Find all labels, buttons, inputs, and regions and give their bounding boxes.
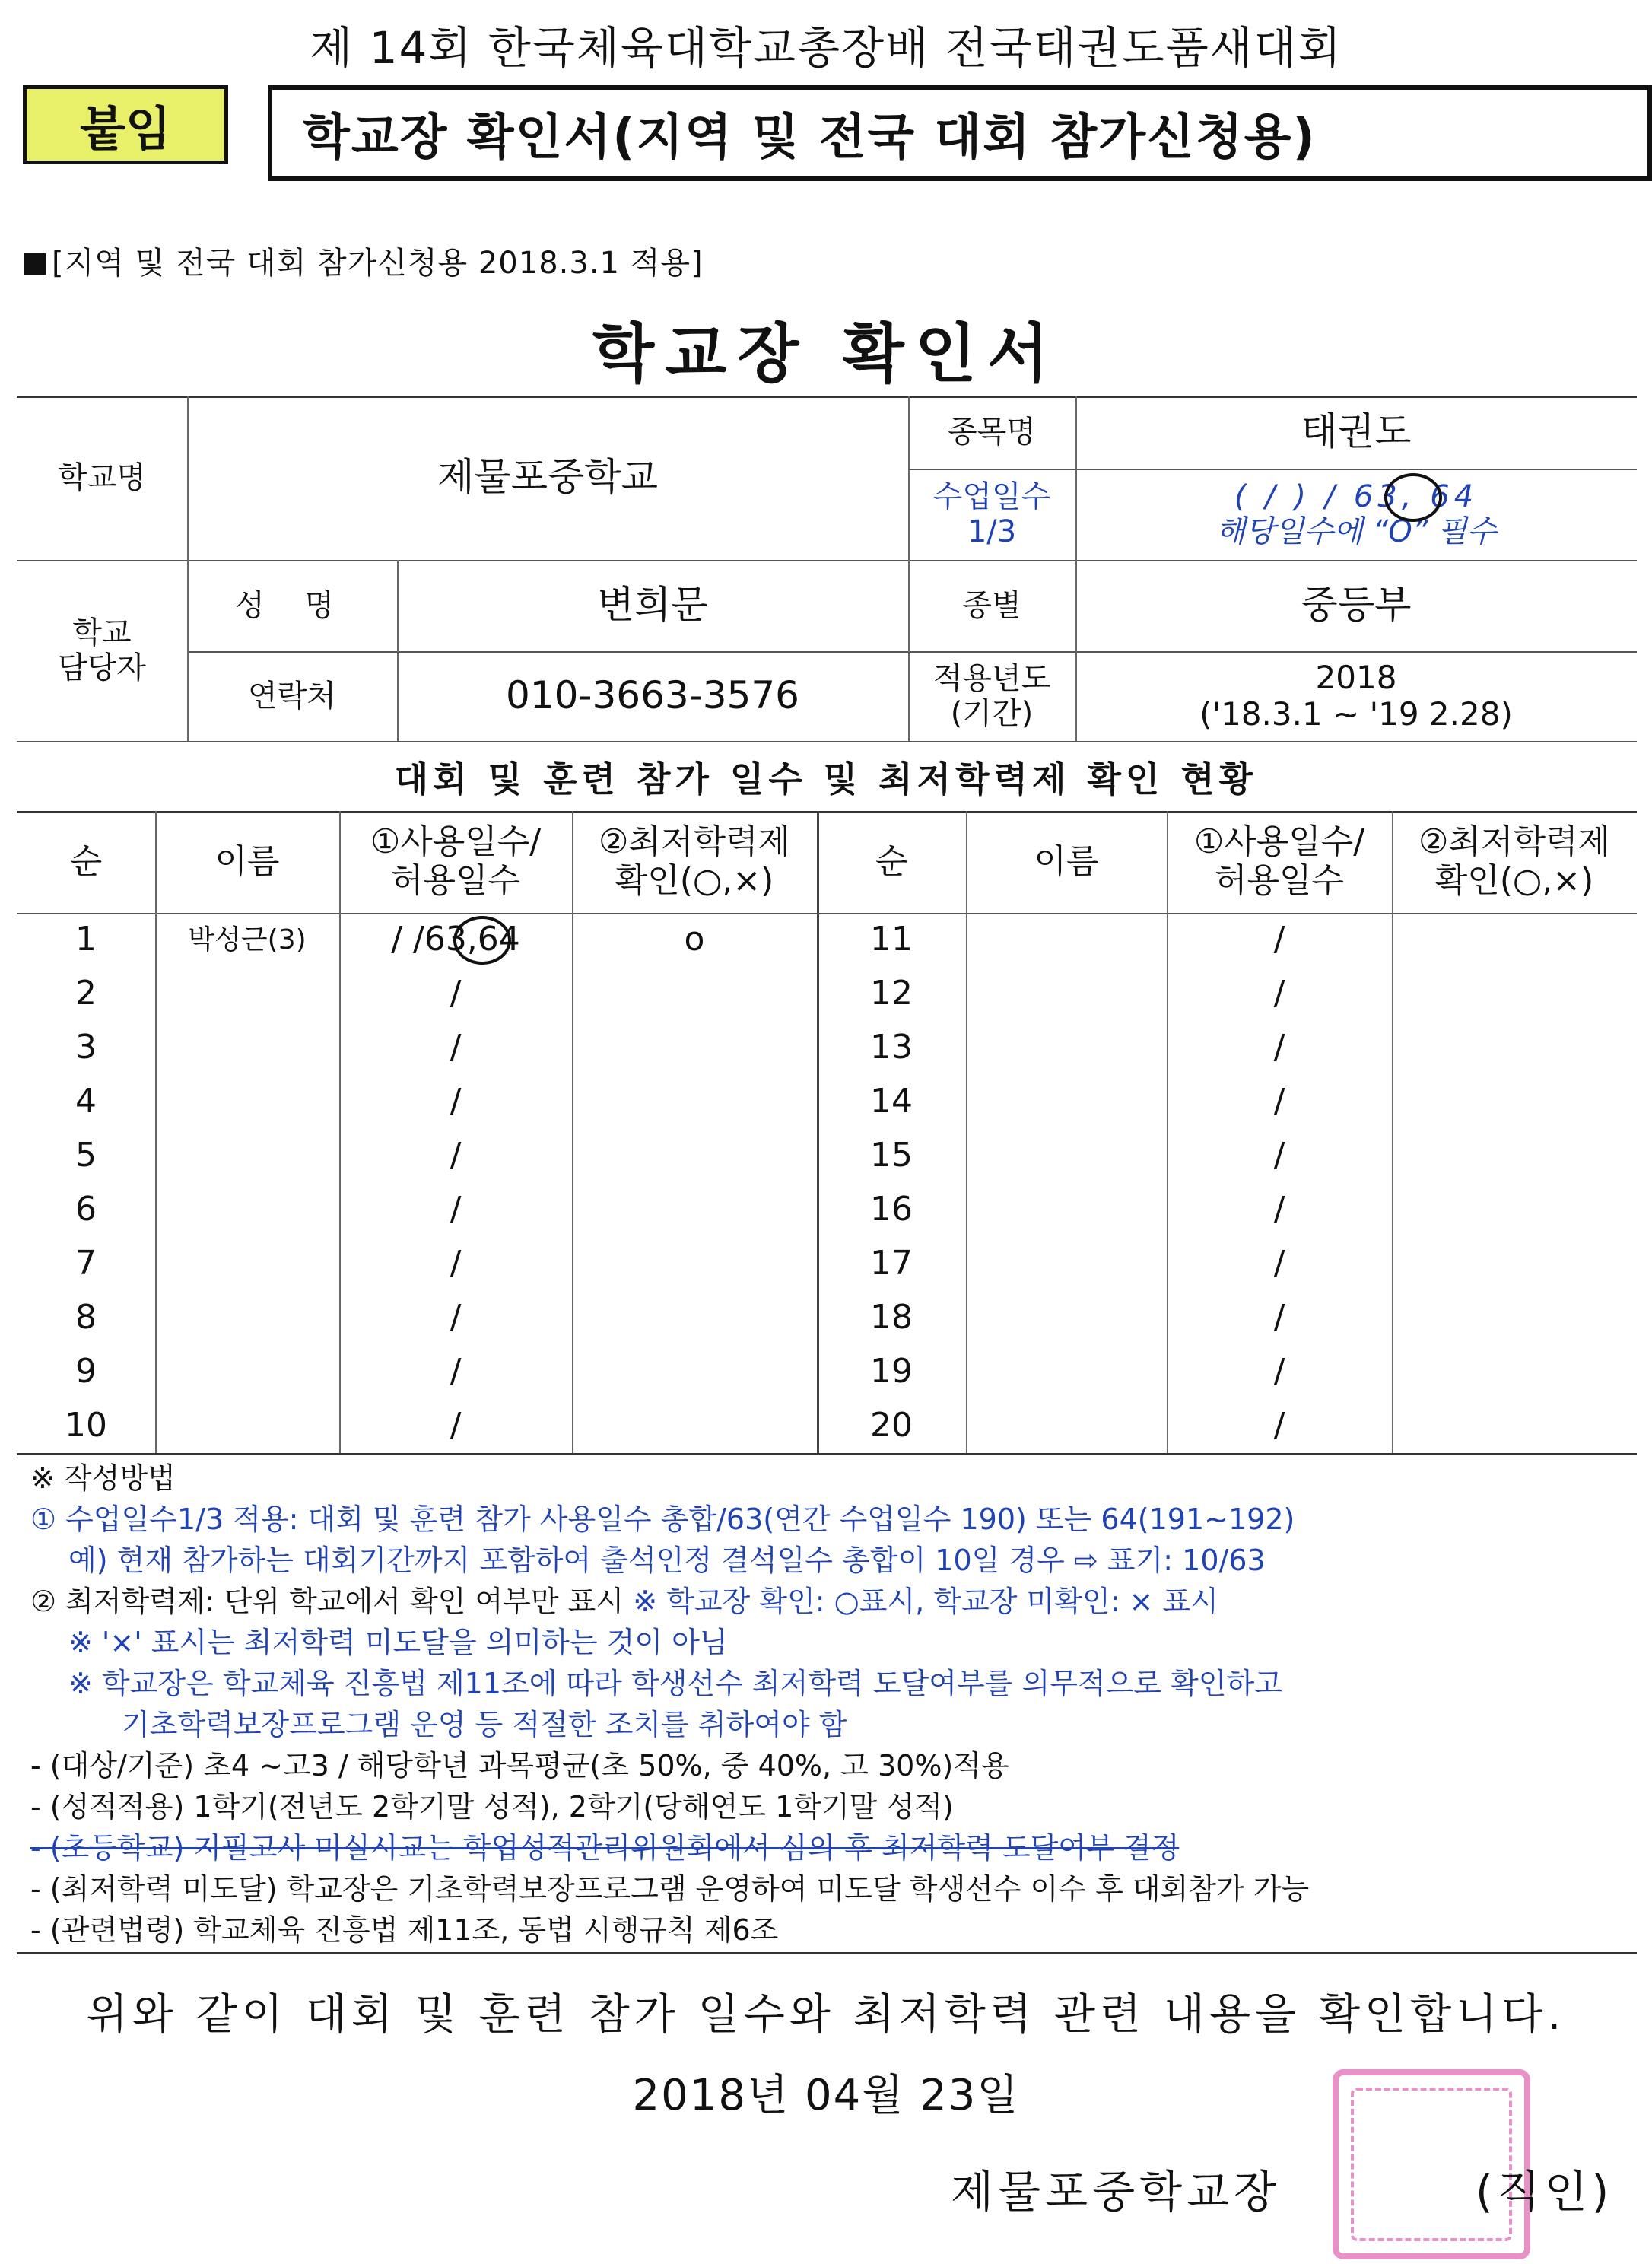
class-days-label-1: 수업일수 bbox=[932, 479, 1051, 514]
year-value-2: ('18.3.1 ~ '19 2.28) bbox=[1199, 695, 1513, 733]
cell-days: / bbox=[1273, 1028, 1285, 1067]
cell-days: / bbox=[450, 1136, 462, 1175]
cell-min bbox=[572, 1237, 817, 1291]
cell-days: / bbox=[1273, 1406, 1285, 1445]
cell-no: 7 bbox=[75, 1244, 97, 1283]
year-value-1: 2018 bbox=[1315, 658, 1397, 696]
cell-name bbox=[966, 1075, 1167, 1129]
cell-min bbox=[1392, 1129, 1637, 1183]
cell-min bbox=[1392, 1399, 1637, 1453]
cell-min bbox=[572, 967, 817, 1021]
confirmation-text: 위와 같이 대회 및 훈련 참가 일수와 최저학력 관련 내용을 확인합니다. bbox=[86, 1990, 1566, 2040]
cell-no: 14 bbox=[870, 1082, 913, 1121]
header-days-1: ①사용일수/ bbox=[1193, 822, 1365, 862]
cell-days: / bbox=[1273, 1298, 1285, 1337]
cell-name bbox=[155, 967, 339, 1021]
contact-phone: 010-3663-3576 bbox=[505, 673, 799, 718]
notes-heading: ※ 작성방법 bbox=[30, 1461, 176, 1495]
cell-no: 11 bbox=[870, 920, 913, 959]
cell-min bbox=[572, 1021, 817, 1075]
header-min-1: ②최저학력제 bbox=[1418, 822, 1610, 862]
note-2b: ※ 학교장 확인: ○표시, 학교장 미확인: × 표시 bbox=[633, 1585, 1218, 1618]
note-1b: 예) 현재 참가하는 대회기간까지 포함하여 출석인정 결석일수 총합이 10일 경우 ⇨ 표기: 10/63 bbox=[68, 1544, 1266, 1577]
class-days-value bbox=[1075, 469, 1637, 560]
cell-min bbox=[1392, 1291, 1637, 1345]
table-title: 대회 및 훈련 참가 일수 및 최저학력제 확인 현황 bbox=[394, 758, 1258, 800]
cell-min bbox=[572, 1399, 817, 1453]
circle-mark-icon bbox=[453, 916, 511, 965]
cell-name bbox=[155, 1237, 339, 1291]
cell-name bbox=[966, 1399, 1167, 1453]
school-name: 제물포중학교 bbox=[437, 455, 658, 500]
cell-days: / bbox=[450, 1406, 462, 1445]
cell-no: 20 bbox=[870, 1406, 913, 1445]
cell-min bbox=[1392, 1237, 1637, 1291]
cell-no: 6 bbox=[75, 1190, 97, 1229]
cell-days: / bbox=[1273, 1352, 1285, 1391]
header-min bbox=[572, 811, 817, 913]
cell-no: 12 bbox=[870, 974, 913, 1013]
phone-label: 연락처 bbox=[248, 679, 336, 714]
header-no: 순 bbox=[69, 841, 103, 881]
cell-min bbox=[572, 1075, 817, 1129]
cell-days: / bbox=[1273, 920, 1285, 959]
cell-min bbox=[572, 1129, 817, 1183]
cell-days: / bbox=[450, 974, 462, 1013]
header-min-1: ②최저학력제 bbox=[599, 822, 790, 862]
detail-1: - (대상/기준) 초4 ~고3 / 해당학년 과목평균(초 50%, 중 40%, 고 30%)적용 bbox=[30, 1749, 1009, 1782]
cell-days: / bbox=[450, 1190, 462, 1229]
event-title: 제 14회 한국체육대학교총장배 전국태권도품새대회 bbox=[310, 22, 1342, 74]
header-no: 순 bbox=[875, 841, 908, 881]
cell-min bbox=[1392, 1021, 1637, 1075]
signer: 제물포중학교장 bbox=[951, 2166, 1282, 2218]
apply-note bbox=[24, 239, 704, 282]
cell-name: 박성근(3) bbox=[188, 924, 307, 956]
division-label: 종별 bbox=[962, 588, 1021, 623]
year-label-1: 적용년도 bbox=[932, 661, 1051, 696]
detail-4: - (최저학력 미도달) 학교장은 기초학력보장프로그램 운영하여 미도달 학생선수 이수 후 대회참가 가능 bbox=[30, 1872, 1310, 1906]
cell-name bbox=[155, 1183, 339, 1237]
cell-no: 4 bbox=[75, 1082, 97, 1121]
cell-name bbox=[966, 1291, 1167, 1345]
cell-name bbox=[966, 1237, 1167, 1291]
note-2e: 기초학력보장프로그램 운영 등 적절한 조치를 취하여야 함 bbox=[122, 1708, 847, 1741]
cell-days: / bbox=[1273, 1082, 1285, 1121]
header-days bbox=[1167, 811, 1392, 913]
sport-value: 태권도 bbox=[1301, 409, 1412, 454]
attachment-badge: 붙임 bbox=[23, 85, 228, 164]
cell-min bbox=[1392, 967, 1637, 1021]
cell-no: 19 bbox=[870, 1352, 913, 1391]
note-2d: ※ 학교장은 학교체육 진흥법 제11조에 따라 학생선수 최저학력 도달여부를 의무적으로 확인하고 bbox=[68, 1667, 1282, 1700]
cell-name bbox=[966, 1021, 1167, 1075]
cell-days: / bbox=[1273, 1244, 1285, 1283]
contact-name: 변희문 bbox=[597, 583, 708, 628]
class-days-value-1: ( / ) / 63, 64 bbox=[1234, 479, 1479, 514]
year-label bbox=[908, 651, 1075, 741]
footer-rule bbox=[17, 1952, 1637, 1954]
header-name: 이름 bbox=[1034, 841, 1099, 881]
cell-no: 17 bbox=[870, 1244, 913, 1283]
issue-date: 2018년 04월 23일 bbox=[632, 2071, 1020, 2120]
cell-days: / bbox=[450, 1352, 462, 1391]
cell-min bbox=[1392, 1075, 1637, 1129]
header-name: 이름 bbox=[214, 841, 280, 881]
header-min bbox=[1392, 811, 1637, 913]
header-days-2: 허용일수 bbox=[390, 861, 520, 900]
cell-name bbox=[155, 1291, 339, 1345]
apply-note-text: [지역 및 전국 대회 참가신청용 2018.3.1 적용] bbox=[52, 246, 704, 281]
cell-name bbox=[966, 1345, 1167, 1399]
header-days bbox=[339, 811, 572, 913]
cell-name bbox=[966, 967, 1167, 1021]
class-days-label-2: 1/3 bbox=[967, 514, 1017, 549]
cell-no: 15 bbox=[870, 1136, 913, 1175]
document-title: 학교장 확인서 bbox=[592, 316, 1060, 391]
seal-label: (직인) bbox=[1476, 2166, 1614, 2218]
contact-label bbox=[17, 560, 187, 741]
cell-days: / bbox=[1273, 974, 1285, 1013]
cell-no: 9 bbox=[75, 1352, 97, 1391]
cell-name bbox=[155, 1129, 339, 1183]
cell-name bbox=[966, 1183, 1167, 1237]
cell-min bbox=[572, 1345, 817, 1399]
cell-name bbox=[966, 1129, 1167, 1183]
division-value: 중등부 bbox=[1301, 583, 1412, 628]
cell-no: 3 bbox=[75, 1028, 97, 1067]
header-min-2: 확인(○,×) bbox=[1434, 861, 1594, 900]
info-rule bbox=[17, 741, 1637, 742]
cell-no: 2 bbox=[75, 974, 97, 1013]
school-label: 학교명 bbox=[58, 460, 146, 495]
cell-min: o bbox=[684, 920, 705, 959]
contact-label-1: 학교 bbox=[72, 615, 132, 650]
cell-no: 10 bbox=[65, 1406, 107, 1445]
cell-days: / bbox=[450, 1298, 462, 1337]
instructions bbox=[30, 1458, 1635, 1951]
cell-min bbox=[572, 1291, 817, 1345]
cell-no: 13 bbox=[870, 1028, 913, 1067]
sport-label: 종목명 bbox=[948, 415, 1036, 450]
cell-days: / /63,64 bbox=[391, 920, 520, 959]
cell-name bbox=[155, 1075, 339, 1129]
square-bullet-icon bbox=[24, 253, 46, 275]
cell-days: / bbox=[450, 1244, 462, 1283]
class-days-label bbox=[908, 469, 1075, 560]
cell-days: / bbox=[1273, 1136, 1285, 1175]
cell-min bbox=[1392, 1345, 1637, 1399]
detail-3: - (초등학교) 지필고사 미실시교는 학업성적관리위원회에서 심의 후 최저학력 도달여부 결정 bbox=[30, 1831, 1180, 1865]
cell-min bbox=[572, 1183, 817, 1237]
cell-name bbox=[966, 913, 1167, 967]
cell-no: 5 bbox=[75, 1136, 97, 1175]
cell-days: / bbox=[1273, 1190, 1285, 1229]
cell-name bbox=[155, 1345, 339, 1399]
cell-days: / bbox=[450, 1028, 462, 1067]
cell-name bbox=[155, 1021, 339, 1075]
year-label-2: (기간) bbox=[950, 696, 1034, 731]
detail-2: - (성적적용) 1학기(전년도 2학기말 성적), 2학기(당해연도 1학기말 성적) bbox=[30, 1790, 954, 1824]
cell-no: 8 bbox=[75, 1298, 97, 1337]
cell-no: 18 bbox=[870, 1298, 913, 1337]
cell-no: 16 bbox=[870, 1190, 913, 1229]
year-value bbox=[1075, 651, 1637, 741]
header-days-2: 허용일수 bbox=[1214, 861, 1344, 900]
note-2c: ※ '×' 표시는 최저학력 미도달을 의미하는 것이 아님 bbox=[68, 1626, 728, 1659]
document-heading: 학교장 확인서(지역 및 전국 대회 참가신청용) bbox=[268, 85, 1652, 181]
contact-label-2: 담당자 bbox=[58, 650, 146, 685]
note-2a: ② 최저학력제: 단위 학교에서 확인 여부만 표시 bbox=[30, 1585, 624, 1618]
note-1a: ① 수업일수1/3 적용: 대회 및 훈련 참가 사용일수 총합/63(연간 수업일수 190) 또는 64(191~192) bbox=[30, 1502, 1295, 1536]
circle-mark-icon bbox=[1384, 473, 1442, 522]
cell-days: / bbox=[450, 1082, 462, 1121]
header-days-1: ①사용일수/ bbox=[370, 822, 542, 862]
name-label: 성 명 bbox=[235, 588, 349, 623]
header-min-2: 확인(○,×) bbox=[615, 861, 774, 900]
detail-5: - (관련법령) 학교체육 진흥법 제11조, 동법 시행규칙 제6조 bbox=[30, 1913, 779, 1947]
class-days-value-2: 해당일수에 “O” 필수 bbox=[1215, 514, 1497, 549]
cell-min bbox=[1392, 913, 1637, 967]
note-2 bbox=[30, 1581, 1635, 1622]
cell-min bbox=[1392, 1183, 1637, 1237]
table-rule bbox=[17, 1453, 1637, 1455]
cell-no: 1 bbox=[75, 920, 97, 959]
cell-name bbox=[155, 1399, 339, 1453]
